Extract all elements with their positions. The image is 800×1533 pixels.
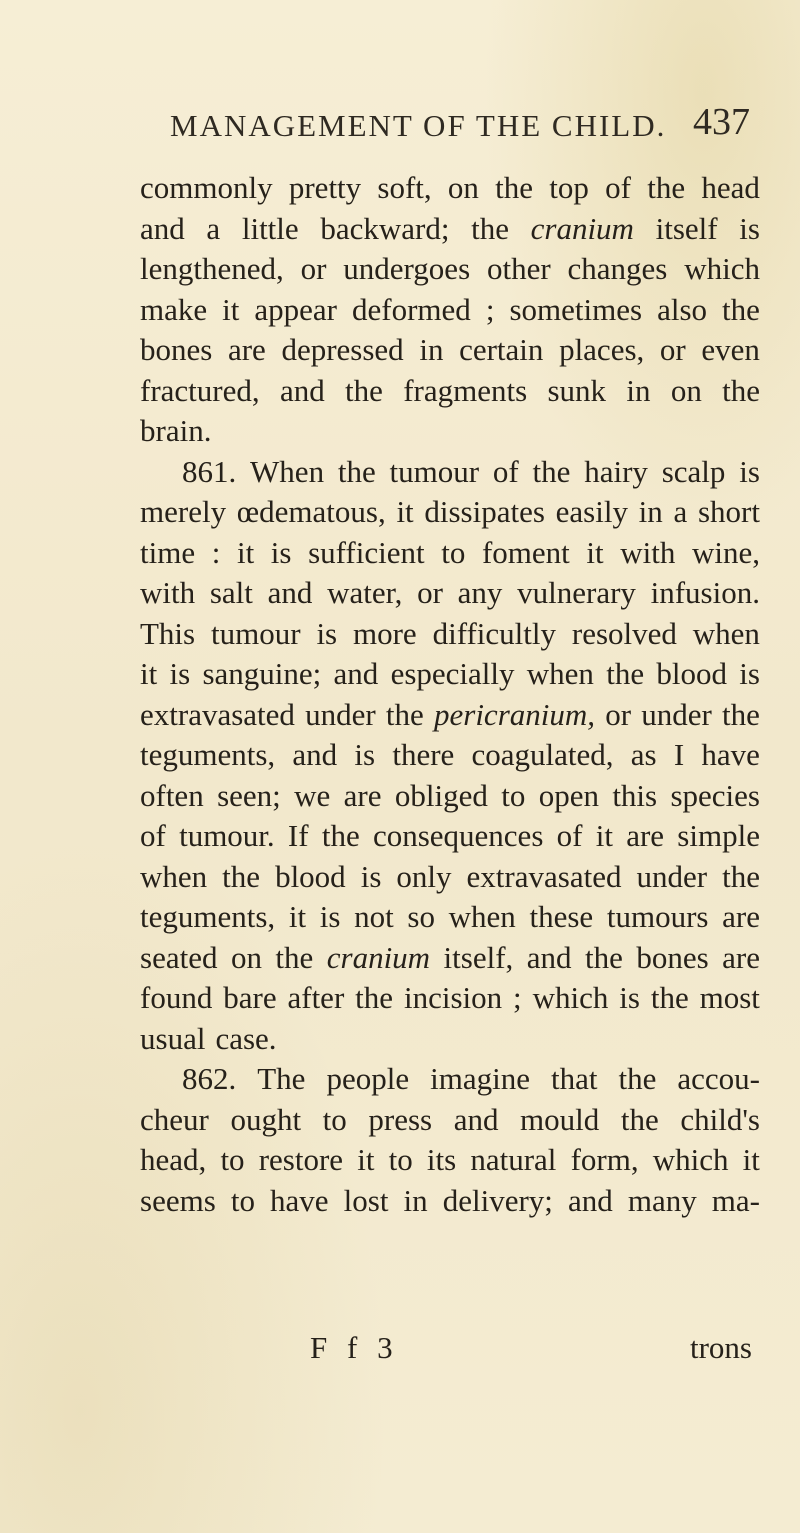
word: which [684,251,760,286]
word: are [722,939,760,975]
word: sanguine; [202,656,322,691]
word: ought [230,1101,302,1137]
word: 862. [182,1061,237,1096]
word: or [659,332,686,367]
word: ma- [711,1182,760,1218]
word: coagulated, [471,737,614,772]
word: and [292,737,338,772]
word: little [241,210,299,246]
word: sunk [547,372,607,408]
word: the [532,453,571,489]
word: short [697,494,760,529]
word: foment [481,534,570,570]
text-line [140,616,760,657]
word: tumour [389,453,480,489]
word: this [612,777,658,813]
word: to [441,534,466,570]
word: to [230,1182,255,1218]
word: places, [559,332,645,367]
word: deformed [352,291,471,327]
word: most [699,980,760,1015]
word: and [568,1182,613,1218]
word: the [471,210,509,246]
word: it [396,494,414,529]
word: pericranium, [434,696,596,732]
word: of [556,818,583,853]
word: the [722,291,760,327]
word: bones [140,332,213,367]
word: to [322,1101,347,1137]
word: pretty [288,170,362,205]
word: any [457,575,503,610]
word: is [270,534,292,570]
word: lengthened, [140,251,284,286]
word: in [419,332,444,367]
word: œdematous, [236,494,386,529]
word: head [701,170,760,205]
text-line [140,899,760,940]
word: certain [459,332,544,367]
word: the [606,656,645,691]
word: If [287,818,309,853]
word: dissipates [424,494,545,529]
text-line [140,940,760,981]
word: the [337,453,376,489]
word: of [605,170,631,205]
word: it [140,656,158,691]
word: to [501,777,526,813]
word: cranium [326,939,431,975]
word: wine, [691,534,760,570]
text-line [140,980,760,1021]
word: sometimes [509,291,643,327]
word: itself [655,210,718,246]
word: fragments [403,372,528,408]
word: sufficient [308,534,425,570]
text-line [140,170,760,211]
word: tumour [211,615,301,651]
word: to [220,1142,245,1177]
word: and [453,1101,499,1137]
word: form, [570,1142,639,1177]
word: the [355,980,394,1015]
text-line [140,656,760,697]
word: it [236,534,255,570]
word: a [206,210,221,246]
text-line [140,413,760,454]
word: seen; [217,777,281,813]
word: on [230,939,262,975]
word: we [294,777,331,813]
word: natural [470,1142,557,1177]
word: is [619,980,640,1015]
text-line [140,1142,760,1183]
text-line [140,1021,760,1062]
word: the [722,858,760,894]
word: species [670,777,760,813]
word: the [650,980,689,1015]
word: people [326,1061,410,1096]
word: open [538,777,599,813]
text-line [140,494,760,535]
word: with [620,534,676,570]
word: are [227,332,266,367]
word: appear [254,291,338,327]
word: when [448,899,516,934]
word: salt [209,575,253,610]
word: more [353,615,417,651]
word: head, [140,1142,207,1177]
text-line [140,737,760,778]
word: found [140,980,213,1015]
word: simple [677,818,760,853]
word: make [140,291,208,327]
catchword: trons [690,1330,752,1365]
word: delivery; [442,1182,553,1218]
word: often [140,777,204,813]
word: the [385,696,424,732]
running-head: MANAGEMENT OF THE CHILD. [170,108,667,143]
word: only [396,858,452,894]
word: consequences [372,818,544,853]
word: is [169,656,191,691]
word: : [211,534,221,570]
word: a [673,494,688,529]
word: mould [520,1101,600,1137]
word: hairy [584,453,648,489]
word: press [368,1101,433,1137]
word: The [257,1061,306,1096]
word: teguments, [140,899,276,934]
text-line [140,818,760,859]
word: seems [140,1182,216,1218]
word: cranium [530,210,634,246]
signature-mark: F f 3 [310,1330,399,1365]
word: or [605,696,632,732]
text-line [140,859,760,900]
word: it [222,291,240,327]
word: when [692,615,760,651]
word: the [321,818,360,853]
word: accou- [677,1061,760,1096]
word: on [670,372,702,408]
word: not [354,899,394,934]
word: This [140,615,196,651]
word: especially [390,656,515,691]
word: merely [140,494,227,529]
word: depressed [281,332,404,367]
body-text [140,170,760,1223]
word: so [407,899,435,934]
word: tumour. [179,818,275,853]
text-line [140,251,760,292]
word: vulnerary [517,575,636,610]
word: have [270,1182,329,1218]
word: many [627,1182,697,1218]
word: obliged [394,777,488,813]
word: it [742,1142,760,1177]
word: to [388,1142,413,1177]
word: is [739,210,760,246]
word: under [636,858,708,894]
word: also [657,291,708,327]
word: usual [140,1020,206,1056]
text-line [140,1102,760,1143]
word: and [140,210,185,246]
word: is [319,899,341,934]
word: it [357,1142,375,1177]
word: itself, [443,939,514,975]
word: after [287,980,345,1015]
word: when [140,858,208,894]
word: imagine [430,1061,530,1096]
word: is [316,615,338,651]
word: incision [403,980,503,1015]
word: cheur [140,1101,209,1137]
word: the [275,939,314,975]
word: blood [656,656,727,691]
word: the [618,1061,657,1096]
word: and [279,372,325,408]
text-line [140,332,760,373]
word: the [620,1101,659,1137]
word: bones [636,939,709,975]
word: are [722,899,760,934]
page-number: 437 [693,101,750,143]
word: the [647,170,686,205]
word: teguments, [140,737,276,772]
word: the [345,372,383,408]
page-header [170,90,750,170]
word: the [495,170,534,205]
word: under [641,696,712,732]
word: is [360,858,382,894]
word: it [586,534,604,570]
word: case. [215,1020,277,1056]
word: brain. [140,413,212,448]
text-line [140,697,760,738]
word: backward; [320,210,450,246]
word: there [392,737,455,772]
word: undergoes [343,251,471,286]
word: that [550,1061,598,1096]
word: water, [327,575,403,610]
word: or [417,575,443,610]
word: fractured, [140,372,260,408]
word: extravasated [140,696,295,732]
text-line [140,292,760,333]
text-line [140,1183,760,1224]
word: of [492,453,519,489]
word: extravasated [466,858,622,894]
word: changes [567,251,668,286]
text-line [140,535,760,576]
word: and [526,939,572,975]
word: and [267,575,313,610]
word: the [222,858,261,894]
word: 861. [182,453,237,489]
word: its [426,1142,457,1177]
word: commonly [140,170,273,205]
word: or [300,251,327,286]
word: when [526,656,594,691]
word: which [532,980,609,1015]
word: seated [140,939,218,975]
text-line [140,778,760,819]
word: easily [555,494,628,529]
word: resolved [571,615,677,651]
word: child's [680,1101,760,1137]
word: as [630,737,657,772]
word: ; [513,980,522,1015]
word: other [486,251,551,286]
word: under [305,696,376,732]
text-line [140,575,760,616]
word: is [354,737,376,772]
word: these [529,899,594,934]
word: with [140,575,196,610]
word: I [673,737,685,772]
word: it [288,899,307,934]
text-line [140,1061,760,1102]
word: in [403,1182,428,1218]
word: time [140,534,196,570]
text-line [140,454,760,495]
word: and [333,656,379,691]
word: blood [275,858,346,894]
text-line [140,211,760,252]
word: When [250,453,325,489]
word: it [595,818,613,853]
word: in [638,494,663,529]
word: the [585,939,623,975]
word: restore [258,1142,344,1177]
word: even [701,332,760,367]
word: tumours [606,899,709,934]
word: is [739,453,760,489]
word: bare [223,980,277,1015]
text-line [140,373,760,414]
word: soft, [377,170,432,205]
word: are [626,818,665,853]
word: infusion. [650,575,760,610]
word: top [549,170,589,205]
page-footer [140,1330,760,1376]
word: are [343,777,382,813]
word: scalp [661,453,726,489]
word: the [722,372,760,408]
word: lost [343,1182,389,1218]
word: ; [485,291,495,327]
word: is [739,656,760,691]
word: on [447,170,479,205]
word: which [652,1142,729,1177]
word: in [626,372,651,408]
word: difficultly [432,615,556,651]
word: the [722,696,760,732]
word: have [701,737,760,772]
word: of [140,818,166,853]
